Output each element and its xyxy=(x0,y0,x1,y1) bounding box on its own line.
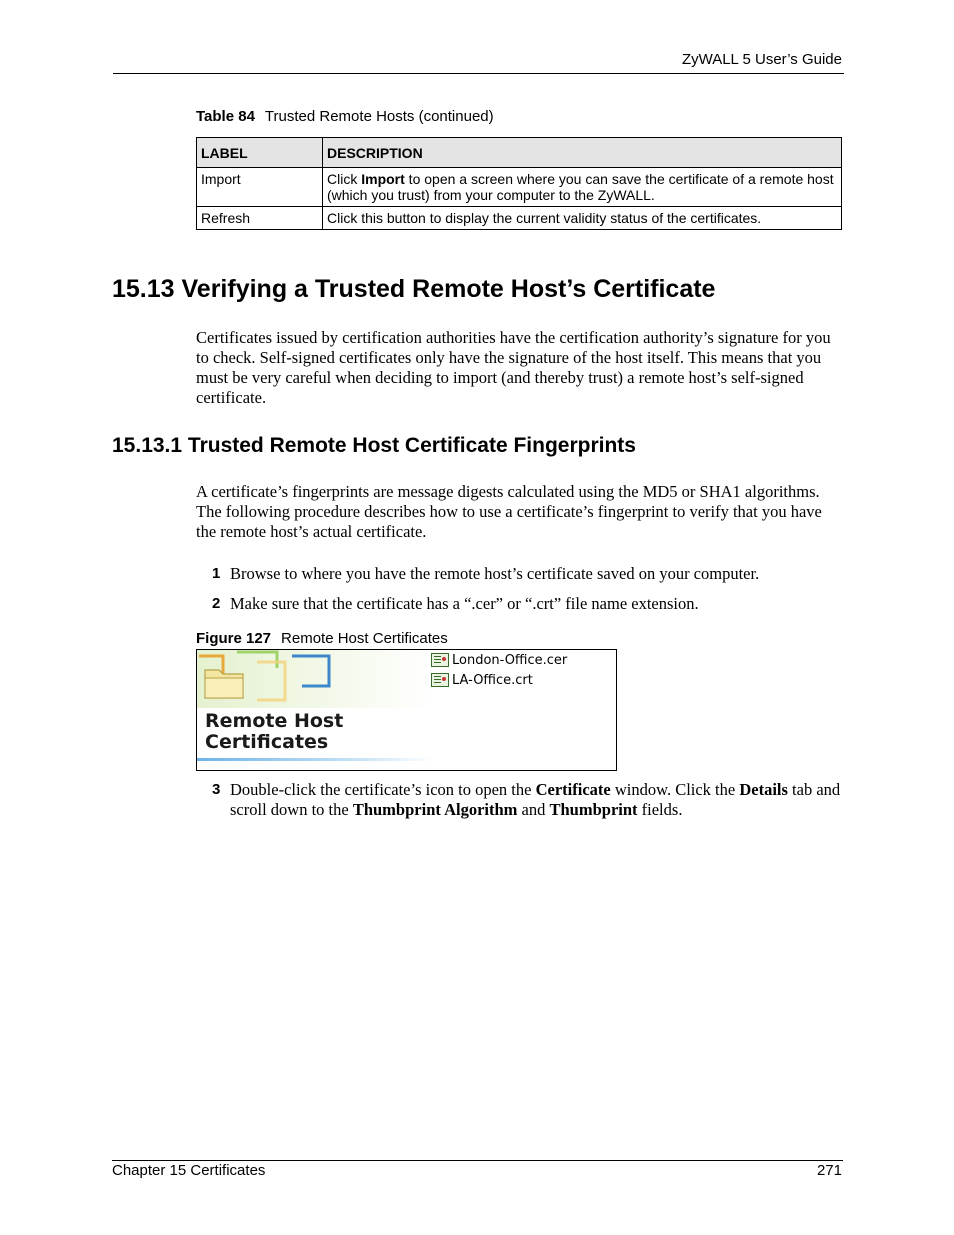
folder-front xyxy=(205,678,243,698)
footer-rule xyxy=(112,1160,843,1161)
step-text-part: and xyxy=(517,800,550,819)
step-text xyxy=(230,780,844,820)
file-name: London-Office.cer xyxy=(452,653,568,668)
step-bold-thumbprint: Thumbprint xyxy=(549,800,638,819)
desc-text: Click xyxy=(327,171,362,187)
step-bold-details: Details xyxy=(739,780,788,799)
figure-title-line-1: Remote Host xyxy=(205,710,344,732)
desc-bold: Import xyxy=(361,171,405,187)
section-heading: 15.13 Verifying a Trusted Remote Host’s Certificate xyxy=(112,275,716,303)
column-header-description: DESCRIPTION xyxy=(323,138,842,168)
footer-chapter: Chapter 15 Certificates xyxy=(112,1162,266,1179)
table-caption xyxy=(196,108,494,125)
header-rule xyxy=(113,73,844,74)
figure-caption-number: Figure 127 xyxy=(196,630,272,647)
remote-host-certificates-figure xyxy=(196,649,617,771)
step-text: Browse to where you have the remote host’s certificate saved on your computer. xyxy=(230,564,760,583)
desc-text: to open a screen where you can save the certificate of a remote host (which you trust) from your computer to the ZyWALL. xyxy=(327,171,834,203)
step-text-part: Double-click the certificate’s icon to open the xyxy=(230,780,536,799)
folder-graphic xyxy=(197,650,433,708)
step-number: 1 xyxy=(212,565,221,582)
step-bold-certificate: Certificate xyxy=(535,780,611,799)
step-number: 2 xyxy=(212,595,221,612)
certificate-icon xyxy=(431,673,449,687)
file-name: LA-Office.crt xyxy=(452,673,533,688)
figure-title-underline xyxy=(197,758,433,761)
table-row xyxy=(197,168,842,207)
step-number: 3 xyxy=(212,781,221,798)
step-bold-thumbprint-algorithm: Thumbprint Algorithm xyxy=(352,800,518,819)
row-description xyxy=(323,168,842,207)
row-label: Refresh xyxy=(197,207,323,230)
certificate-icon xyxy=(431,653,449,667)
trusted-remote-hosts-table xyxy=(196,137,842,230)
table-caption-title: Trusted Remote Hosts (continued) xyxy=(264,108,494,125)
section-paragraph: Certificates issued by certification authorities have the certification authority’s signature for you to check. Self-signed certificates only have the signature of the host itself. This means that you must be very careful when deciding to import (and thereby trust) a remote host’s self-signed certificate. xyxy=(196,328,831,407)
figure-title-line-2: Certificates xyxy=(205,731,329,753)
row-description: Click this button to display the current validity status of the certificates. xyxy=(323,207,842,230)
footer-page-number: 271 xyxy=(816,1162,842,1179)
step-text: Make sure that the certificate has a “.cer” or “.crt” file name extension. xyxy=(230,594,699,613)
step-text-part: fields. xyxy=(637,800,683,819)
subsection-heading: 15.13.1 Trusted Remote Host Certificate Fingerprints xyxy=(112,434,636,457)
figure-caption-title: Remote Host Certificates xyxy=(281,630,448,647)
table-caption-number: Table 84 xyxy=(196,108,255,125)
table-header-row xyxy=(197,138,842,168)
row-label: Import xyxy=(197,168,323,207)
subsection-paragraph: A certificate’s fingerprints are message digests calculated using the MD5 or SHA1 algorithms. The following procedure describes how to use a certificate’s fingerprint to verify that you have the remote host’s actual certificate. xyxy=(196,482,822,541)
table-row xyxy=(197,207,842,230)
figure-title xyxy=(205,711,343,753)
column-header-label: LABEL xyxy=(197,138,323,168)
step-text-part: tab and scroll down to the xyxy=(230,780,841,819)
figure-caption xyxy=(196,630,448,647)
step-text-part: window. Click the xyxy=(610,780,740,799)
guide-title: ZyWALL 5 User’s Guide xyxy=(681,51,842,68)
